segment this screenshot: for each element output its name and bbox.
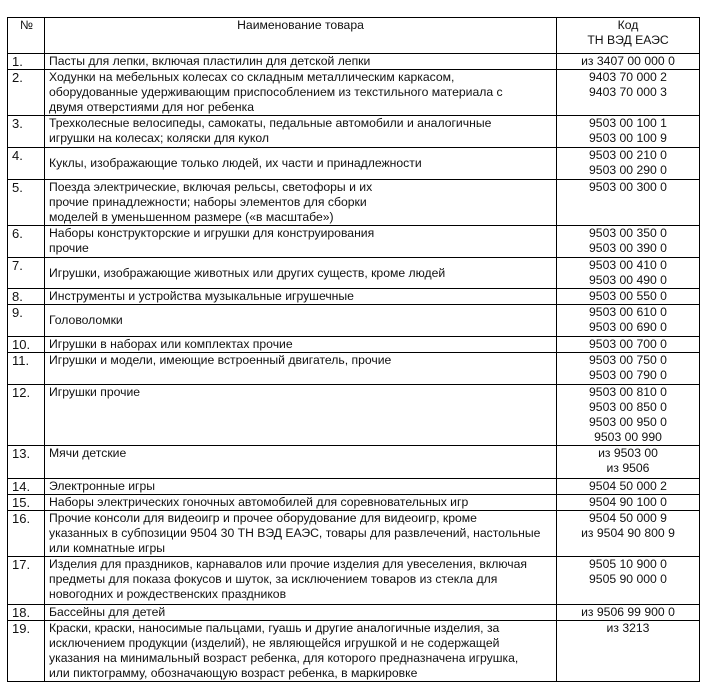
- product-name-line: Ходунки на мебельных колесах со складным металлическим каркасом,: [49, 70, 455, 84]
- code-line: 9504 50 000 2: [589, 479, 667, 493]
- header-code-line2: ТН ВЭД ЕАЭС: [587, 33, 669, 47]
- product-name-line: Куклы, изображающие только людей, их части и принадлежности: [49, 156, 422, 170]
- product-name: [45, 180, 557, 226]
- code-line: 9503 00 390 0: [589, 241, 667, 255]
- code-line: 9403 70 000 3: [589, 85, 667, 99]
- product-name-line: оборудованные удерживающим приспособлением из текстильного материала с: [49, 85, 503, 99]
- product-name-line: Игрушки прочие: [49, 385, 141, 399]
- row-number: 19.: [8, 621, 45, 682]
- code-line: 9503 00 350 0: [589, 226, 667, 240]
- code-line: 9503 00 850 0: [589, 400, 667, 414]
- product-name: [45, 479, 557, 495]
- row-number: 11.: [8, 353, 45, 385]
- table-body: [8, 54, 700, 682]
- product-name: [45, 605, 557, 621]
- row-number: 16.: [8, 511, 45, 557]
- code-line: 9503 00 810 0: [589, 385, 667, 399]
- product-name-line: Бассейны для детей: [49, 605, 166, 619]
- code-line: 9503 00 700 0: [589, 337, 667, 351]
- code-line: 9503 00 410 0: [589, 258, 667, 272]
- table-row: [8, 305, 700, 337]
- code-line: 9503 00 210 0: [589, 148, 667, 162]
- row-number: 6.: [8, 226, 45, 258]
- product-name-line: Мячи детские: [49, 446, 127, 460]
- code-line: из 9506 99 900 0: [581, 605, 675, 619]
- product-name: [45, 305, 557, 337]
- row-number: 4.: [8, 148, 45, 180]
- header-code: [557, 18, 700, 54]
- product-name-line: исключением продукции (изделий), не являющейся игрушкой и не содержащей: [49, 636, 500, 650]
- table-row: [8, 511, 700, 557]
- tn-ved-code: [557, 116, 700, 148]
- code-line: из 9506: [606, 461, 650, 475]
- product-name-line: Наборы конструкторские и игрушки для конструирования: [49, 226, 375, 240]
- code-line: из 3407 00 000 0: [581, 54, 675, 68]
- code-line: 9503 00 490 0: [589, 273, 667, 287]
- code-line: из 3213: [606, 621, 650, 635]
- tn-ved-code: [557, 605, 700, 621]
- row-number: 3.: [8, 116, 45, 148]
- code-line: 9503 00 100 1: [589, 116, 667, 130]
- product-name-line: Игрушки, изображающие животных или других существ, кроме людей: [49, 265, 446, 280]
- tn-ved-code: [557, 511, 700, 557]
- table-row: [8, 258, 700, 289]
- product-name-line: моделей в уменьшенном размере («в масштабе»): [49, 210, 334, 224]
- product-name: [45, 337, 557, 353]
- product-name: [45, 557, 557, 605]
- tn-ved-code: [557, 289, 700, 305]
- table-header-row: [8, 18, 700, 54]
- code-line: 9504 50 000 9: [589, 511, 667, 525]
- row-number: 14.: [8, 479, 45, 495]
- product-name: [45, 621, 557, 682]
- product-name-line: двумя отверстиями для ног ребенка: [49, 100, 254, 114]
- product-name-line: новогодних и рождественских праздников: [49, 587, 287, 601]
- code-line: 9505 10 900 0: [589, 557, 667, 571]
- table-row: [8, 479, 700, 495]
- row-number: 15.: [8, 495, 45, 511]
- tn-ved-code: [557, 180, 700, 226]
- tn-ved-code: [557, 70, 700, 116]
- row-number: 13.: [8, 446, 45, 479]
- tn-ved-code: [557, 148, 700, 180]
- tn-ved-code: [557, 495, 700, 511]
- code-line: 9503 00 950 0: [589, 415, 667, 429]
- code-line: из 9503 00: [598, 446, 658, 460]
- tn-ved-code: [557, 305, 700, 337]
- table-row: [8, 446, 700, 479]
- header-name: Наименование товара: [45, 18, 557, 54]
- tn-ved-code: [557, 621, 700, 682]
- tn-ved-code: [557, 226, 700, 258]
- tn-ved-code: [557, 479, 700, 495]
- table-row: [8, 353, 700, 385]
- table-row: [8, 289, 700, 305]
- row-number: 18.: [8, 605, 45, 621]
- tn-ved-code: [557, 385, 700, 446]
- code-line: 9503 00 790 0: [589, 368, 667, 382]
- product-name-line: или пиктограмму, обозначающую возраст ребенка, в маркировке: [49, 666, 418, 680]
- product-name-line: прочие: [49, 241, 89, 255]
- product-name-line: Головоломки: [49, 313, 123, 327]
- code-line: 9503 00 300 0: [589, 180, 667, 194]
- row-number: 2.: [8, 70, 45, 116]
- product-name: [45, 353, 557, 385]
- code-line: 9505 90 000 0: [589, 572, 667, 586]
- product-name: [45, 385, 557, 446]
- product-name-line: Инструменты и устройства музыкальные игрушечные: [49, 289, 354, 303]
- product-name: [45, 54, 557, 70]
- product-name-line: Изделия для праздников, карнавалов или прочие изделия для увеселения, включая: [49, 557, 528, 571]
- code-line: 9503 00 550 0: [589, 289, 667, 303]
- tn-ved-code: [557, 337, 700, 353]
- product-name: [45, 226, 557, 258]
- product-name-line: Электронные игры: [49, 479, 156, 493]
- product-name-line: игрушки на колесах; коляски для кукол: [49, 131, 269, 145]
- code-line: 9503 00 990: [594, 430, 662, 444]
- product-name-line: Игрушки в наборах или комплектах прочие: [49, 337, 293, 351]
- row-number: 7.: [8, 258, 45, 289]
- code-line: из 9504 90 800 9: [581, 526, 675, 540]
- product-name-line: Трехколесные велосипеды, самокаты, педальные автомобили и аналогичные: [49, 116, 492, 130]
- row-number: 12.: [8, 385, 45, 446]
- row-number: 17.: [8, 557, 45, 605]
- code-line: 9503 00 100 9: [589, 131, 667, 145]
- goods-table: [7, 17, 700, 682]
- product-name-line: прочие принадлежности; наборы элементов для сборки: [49, 195, 367, 209]
- product-name-line: Краски, краски, наносимые пальцами, гуашь и другие аналогичные изделия, за: [49, 621, 500, 635]
- product-name-line: Пасты для лепки, включая пластилин для детской лепки: [49, 54, 371, 68]
- product-name-line: указания на минимальный возраст ребенка, для которого предназначена игрушка,: [49, 651, 519, 665]
- product-name-line: или комнатные игры: [49, 541, 166, 555]
- header-code-line1: Код: [617, 18, 639, 32]
- product-name-line: предметы для показа фокусов и шуток, за исключением товаров из стекла для: [49, 572, 498, 586]
- code-line: 9503 00 750 0: [589, 353, 667, 367]
- product-name-line: Поезда электрические, включая рельсы, светофоры и их: [49, 180, 373, 194]
- table-row: [8, 180, 700, 226]
- table-row: [8, 70, 700, 116]
- product-name-line: Прочие консоли для видеоигр и прочее оборудование для видеоигр, кроме: [49, 511, 477, 525]
- product-name-line: Наборы электрических гоночных автомобилей для соревновательных игр: [49, 495, 469, 509]
- product-name: [45, 258, 557, 289]
- table-row: [8, 148, 700, 180]
- tn-ved-code: [557, 54, 700, 70]
- product-name: [45, 446, 557, 479]
- code-line: 9503 00 690 0: [589, 320, 667, 334]
- table-row: [8, 495, 700, 511]
- code-line: 9503 00 290 0: [589, 163, 667, 177]
- product-name: [45, 289, 557, 305]
- code-line: 9403 70 000 2: [589, 70, 667, 84]
- tn-ved-code: [557, 557, 700, 605]
- product-name: [45, 148, 557, 180]
- product-name: [45, 511, 557, 557]
- row-number: 1.: [8, 54, 45, 70]
- code-line: 9503 00 610 0: [589, 305, 667, 319]
- row-number: 5.: [8, 180, 45, 226]
- table-row: [8, 116, 700, 148]
- table-row: [8, 226, 700, 258]
- header-number: №: [8, 18, 45, 54]
- tn-ved-code: [557, 446, 700, 479]
- tn-ved-code: [557, 258, 700, 289]
- code-line: 9504 90 100 0: [589, 495, 667, 509]
- row-number: 10.: [8, 337, 45, 353]
- table-row: [8, 557, 700, 605]
- table-row: [8, 54, 700, 70]
- product-name: [45, 70, 557, 116]
- product-name: [45, 116, 557, 148]
- row-number: 9.: [8, 305, 45, 337]
- table-row: [8, 621, 700, 682]
- row-number: 8.: [8, 289, 45, 305]
- tn-ved-code: [557, 353, 700, 385]
- product-name-line: Игрушки и модели, имеющие встроенный двигатель, прочие: [49, 353, 392, 367]
- product-name: [45, 495, 557, 511]
- table-row: [8, 337, 700, 353]
- table-row: [8, 385, 700, 446]
- table-row: [8, 605, 700, 621]
- product-name-line: указанных в субпозиции 9504 30 ТН ВЭД ЕАЭС, товары для развлечений, настольные: [49, 526, 541, 540]
